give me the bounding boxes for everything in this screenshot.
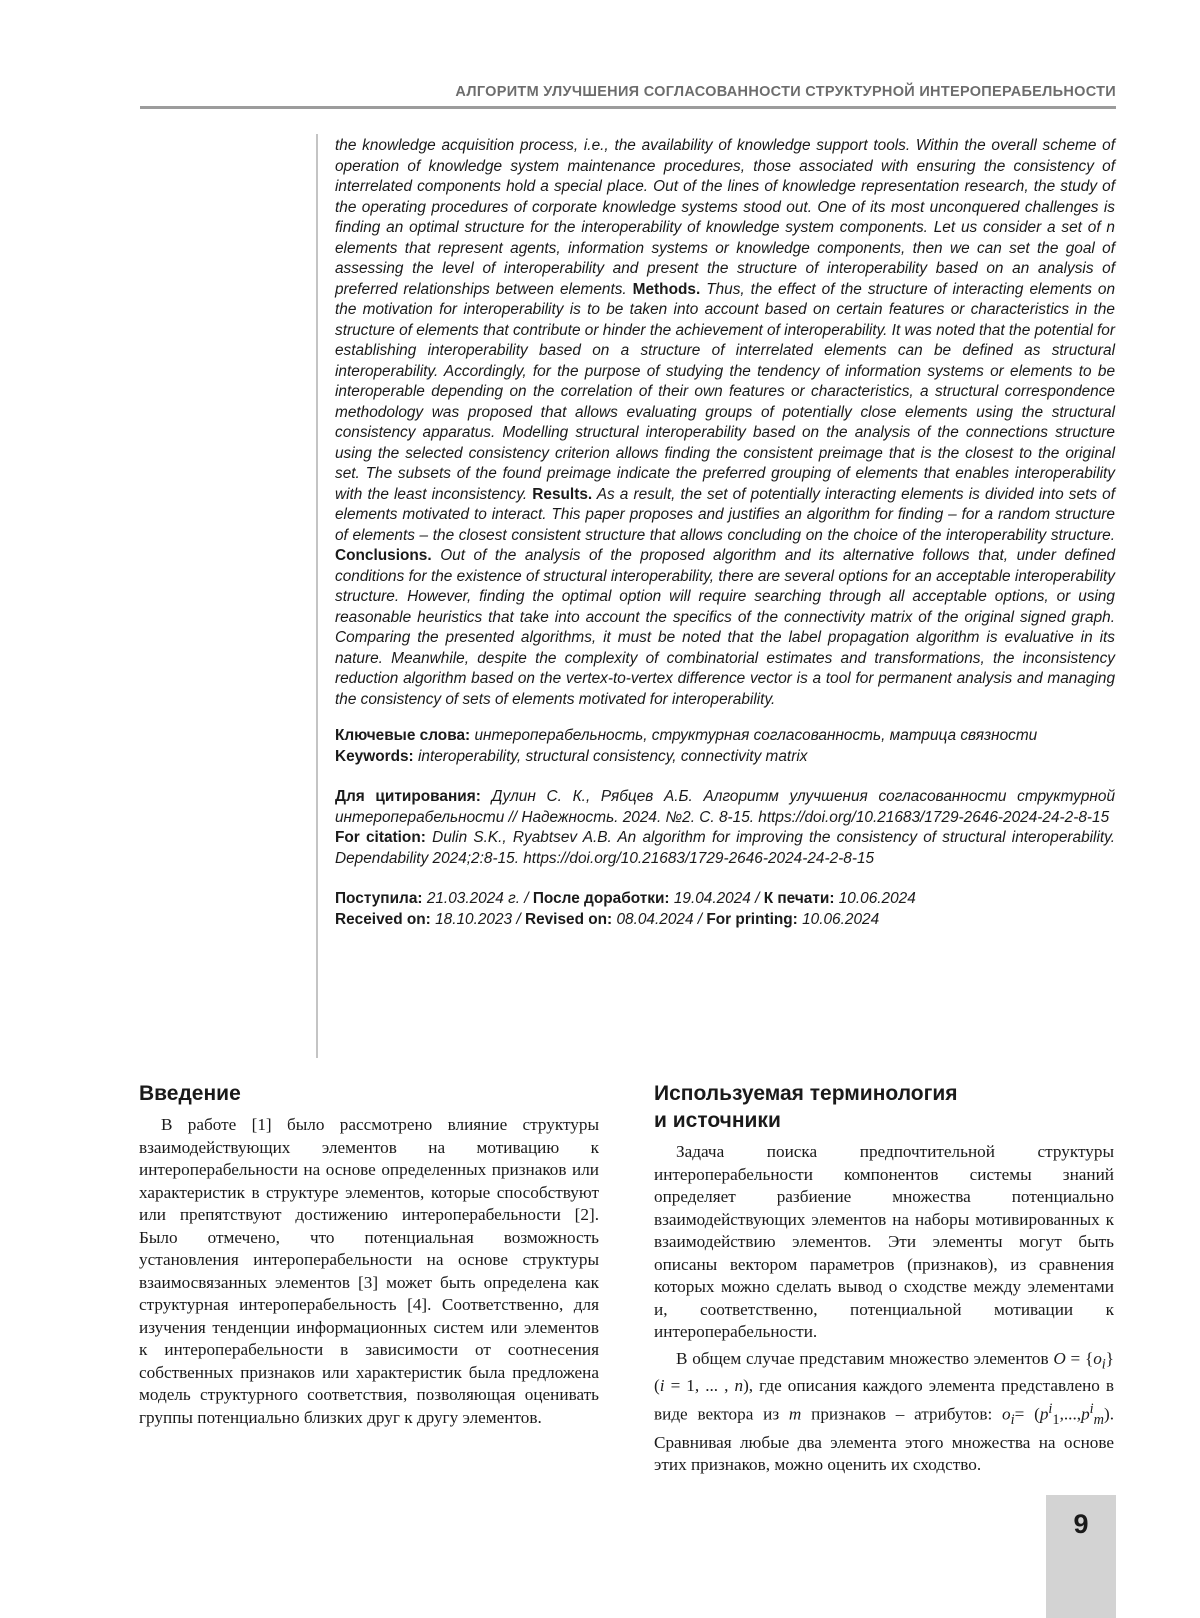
- math-eq: =: [1070, 1348, 1081, 1368]
- dates-block: [335, 889, 1115, 930]
- page-number-box: [1046, 1495, 1116, 1618]
- math-vec-close: ).: [1104, 1404, 1115, 1424]
- dates-en: [335, 910, 1115, 931]
- printing-en-date: 10.06.2024: [802, 910, 880, 928]
- keywords-en-text: interoperability, structural consistency, connectivity matrix: [417, 747, 808, 765]
- citation-ru: [335, 787, 1115, 828]
- terminology-heading: [654, 1080, 1114, 1134]
- revised-ru-label: После доработки:: [532, 890, 670, 907]
- terminology-heading-line2: и источники: [654, 1109, 781, 1132]
- citation-block: [335, 787, 1115, 869]
- abstract-part-4: Out of the analysis of the proposed algorithm and its alternative follows that, under defined conditions for the existence of structural interoperability, there are several options for an acceptable interoperability structure. However, finding the optimal option will require searching through all acceptable options, or using reasonable heuristics that take into account the specifics of the connectivity matrix of the original signed graph. Comparing the presented algorithms, it must be noted that the label propagation algorithm is evaluative in its nature. Meanwhile, despite the complexity of combinatorial estimates and transformations, the inconsistency reduction algorithm based on the vertex-to-vertex difference vector is a tool for permanent analysis and managing the consistency of sets of elements motivated for interoperability.: [335, 547, 1115, 708]
- abstract-part-1: the knowledge acquisition process, i.e., the availability of knowledge support tools. Within the overall scheme of operation of knowledge system maintenance procedures, those associated with ensuring the consistency of interrelated components hold a special place. Out of the lines of knowledge representation research, the study of the operating procedures of corporate knowledge systems stood out. One of its most unconquered challenges is finding an optimal structure for the interoperability of knowledge system components. Let us consider a set of n elements that represent agents, information systems or knowledge components, then we can set the goal of assessing the level of interoperability and present the structure of interoperability based on an analysis of preferred relationships between elements.: [335, 137, 1115, 298]
- citation-ru-text: Дулин С. К., Рябцев А.Б. Алгоритм улучшения согласованности структурной интероперабельности // Надежность. 2024. №2. С. 8-15. https://doi.org/10.21683/1729-2646-2024-24-2-8-15: [335, 788, 1116, 826]
- abstract-text: [335, 136, 1115, 710]
- math-sub-m: m: [1093, 1412, 1104, 1429]
- math-range: = 1, ... ,: [670, 1376, 729, 1396]
- printing-en-label: For printing:: [706, 910, 798, 928]
- citation-en-label: For citation:: [335, 829, 426, 846]
- terminology-heading-line1: Используемая терминология: [654, 1082, 958, 1105]
- date-separator: /: [697, 910, 703, 928]
- received-en-label: Received on:: [335, 910, 431, 928]
- conclusions-label: Conclusions.: [335, 547, 432, 564]
- date-separator: /: [516, 910, 521, 928]
- math-sup-i: i: [1089, 1400, 1094, 1417]
- math-var-n: n: [734, 1376, 744, 1396]
- revised-ru-date: 19.04.2024: [673, 890, 751, 907]
- math-dots: ,...,: [1059, 1404, 1082, 1424]
- math-paren-open: (: [654, 1376, 660, 1396]
- math-var-O: O: [1053, 1348, 1066, 1368]
- keywords-ru: [335, 726, 1115, 747]
- math-var-m: m: [788, 1404, 802, 1424]
- abstract-part-2: Thus, the effect of the structure of interacting elements on the motivation for interoperability is to be taken into account based on certain features or characteristics in the structure of elements that contribute or hinder the achievement of interoperability. It was noted that the potential for establishing interoperability based on a structure of interrelated elements can be defined as structural interoperability. Accordingly, for the purpose of studying the tendency of information systems or elements to be interoperable depending on the correlation of their own features or characteristics, a structural correspondence methodology was proposed that allows evaluating groups of potentially close elements using the structural consistency apparatus. Modelling structural interoperability based on the analysis of the connections structure using the selected consistency criterion allows finding the consistent preimage that is the closest to the original set. The subsets of the found preimage indicate the preferred grouping of elements that enables interoperability with the least inconsistency.: [335, 280, 1115, 503]
- methods-label: Methods.: [632, 280, 701, 298]
- terminology-paragraph-2: [654, 1348, 1114, 1477]
- math-var-i: i: [659, 1376, 665, 1396]
- math-paren-close: ),: [743, 1376, 754, 1396]
- citation-en: [335, 828, 1115, 869]
- citation-en-text: Dulin S.K., Ryabtsev A.B. An algorithm for improving the consistency of structural interoperability. Dependability 2024;2:8-15. https://doi.org/10.21683/1729-2646-2024-24-2-8-15: [335, 829, 1116, 867]
- introduction-paragraph: В работе [1] было рассмотрено влияние структуры взаимодействующих элементов на мотивацию к интероперабельности на основе определенных признаков или характеристик в структуре элементов, которые способствуют или препятствуют достижению интероперабельности [2]. Было отмечено, что потенциальная возможность установления интероперабельности на основе структуры взаимосвязанных элементов [3] может быть определена как структурная интероперабельность [4]. Соответственно, для изучения тенденции информационных систем или элементов к интероперабельности в зависимости от соотнесения собственных признаков или характеристик была предложена модель структурного соответствия, позволяющая оценивать группы потенциально близких друг к другу элементов.: [139, 1115, 599, 1427]
- revised-en-date: 08.04.2024: [616, 910, 694, 928]
- revised-en-label: Revised on:: [524, 910, 613, 928]
- math-sub-1: 1: [1052, 1412, 1060, 1429]
- received-en-date: 18.10.2023: [435, 910, 513, 928]
- keywords-en: [335, 747, 1115, 768]
- keywords-ru-label: Ключевые слова:: [335, 727, 471, 744]
- math-sup-i: i: [1048, 1400, 1053, 1417]
- p2-text-mid2: признаков – атрибутов:: [811, 1404, 993, 1424]
- math-var-o: o: [1093, 1348, 1102, 1368]
- keywords-en-label: Keywords:: [335, 747, 414, 765]
- introduction-heading: Введение: [139, 1082, 241, 1105]
- math-var-p: p: [1039, 1404, 1049, 1424]
- p2-text-before: В общем случае представим множество элементов: [676, 1348, 1049, 1368]
- abstract-part-3: As a result, the set of potentially interacting elements is divided into sets of elements motivated to interact. This paper proposes and justifies an algorithm for finding – for a random structure of elements – the closest consistent structure that allows concluding on the choice of the interoperability structure.: [335, 485, 1115, 544]
- keywords-ru-text: интероперабельность, структурная согласованность, матрица связности: [474, 727, 1038, 744]
- dates-ru: [335, 889, 1115, 910]
- terminology-paragraph-1: Задача поиска предпочтительной структуры интероперабельности компонентов системы знаний определяет разбиение множества потенциально взаимодействующих элементов на наборы мотивированных к взаимодействию элементов. Эти элементы могут быть описаны вектором параметров (признаков), из сравнения которых можно сделать вывод о сходстве между элементами и, соответственно, потенциальной мотивации к интероперабельности.: [654, 1142, 1114, 1341]
- abstract-section: [335, 136, 1115, 930]
- p2-text-after: Сравнивая любые два элемента этого множества на основе этих признаков, можно оценить их сходство.: [654, 1432, 1114, 1475]
- abstract-side-rule: [316, 134, 318, 1058]
- date-separator: /: [524, 890, 529, 907]
- date-separator: /: [755, 890, 760, 907]
- received-ru-label: Поступила:: [335, 890, 423, 907]
- terminology-section: [654, 1080, 1114, 1481]
- received-ru-date: 21.03.2024 г.: [426, 890, 520, 907]
- math-brace-open: {: [1084, 1348, 1094, 1368]
- printing-ru-date: 10.06.2024: [838, 890, 916, 907]
- header-rule: [140, 106, 1116, 109]
- running-header: АЛГОРИТМ УЛУЧШЕНИЯ СОГЛАСОВАННОСТИ СТРУКТУРНОЙ ИНТЕРОПЕРАБЕЛЬНОСТИ: [455, 84, 1116, 100]
- citation-ru-label: Для цитирования:: [335, 788, 481, 805]
- results-label: Results.: [532, 485, 593, 503]
- math-brace-close: }: [1105, 1348, 1115, 1368]
- math-var-p: p: [1081, 1404, 1090, 1424]
- math-var-o: o: [1002, 1404, 1011, 1424]
- keywords-block: [335, 726, 1115, 767]
- math-sub-i: i: [1010, 1412, 1015, 1429]
- math-vec-open: = (: [1014, 1404, 1040, 1424]
- p2-text-mid: где описания каждого элемента представлено в виде вектора из: [654, 1376, 1115, 1424]
- printing-ru-label: К печати:: [763, 890, 835, 907]
- page-number: 9: [1073, 1509, 1089, 1539]
- introduction-section: [139, 1080, 599, 1433]
- math-sub-i: i: [1101, 1355, 1106, 1372]
